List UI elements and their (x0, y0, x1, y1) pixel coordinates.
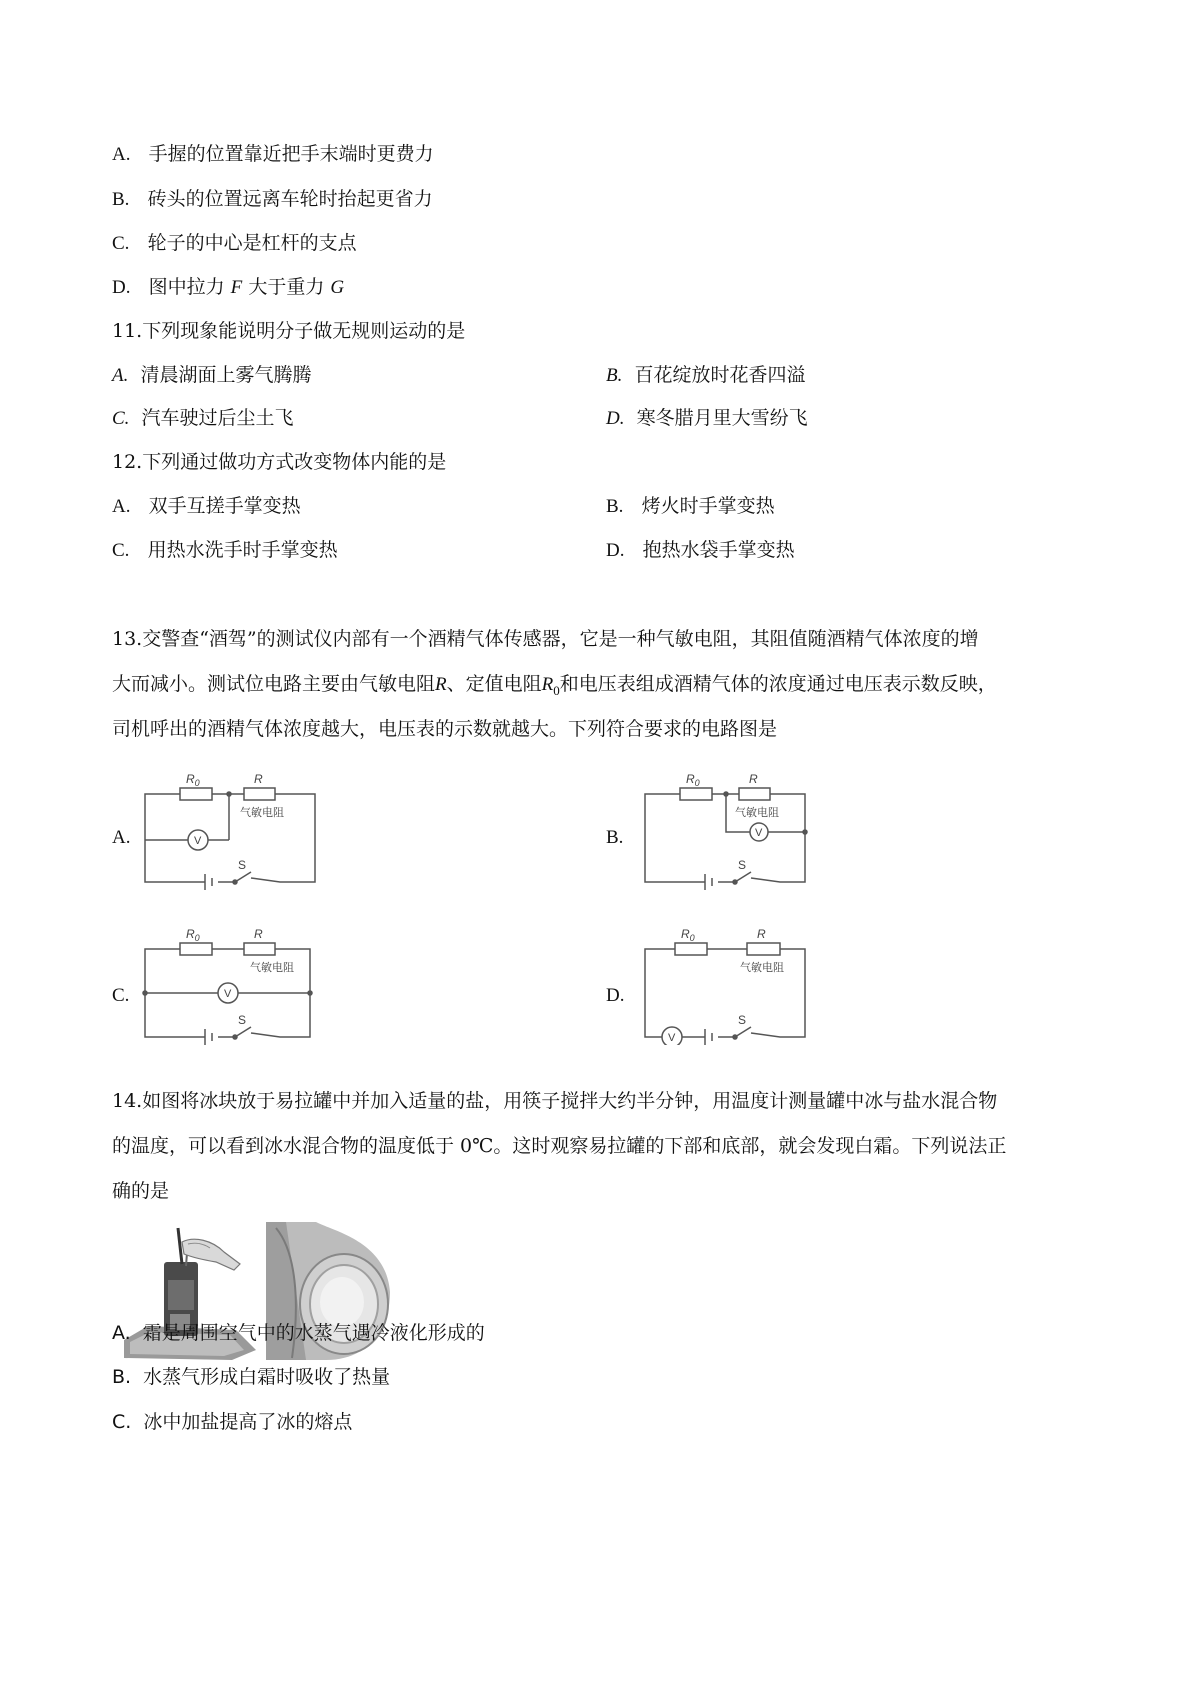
q12-option-a (112, 493, 301, 520)
option-label: B. (606, 365, 623, 386)
switch-label: S (238, 1013, 247, 1027)
option-label: C. (112, 408, 130, 429)
option-label: C. (112, 233, 130, 254)
q10-option-c (112, 230, 357, 257)
voltmeter-label: V (668, 1032, 676, 1044)
option-text: 手握的位置靠近把手末端时更费力 (148, 143, 434, 165)
q14-stem-line2: 的温度，可以看到冰水混合物的温度低于 0℃。这时观察易拉罐的下部和底部，就会发现白霜。下列说法正 (112, 1135, 1007, 1157)
sensor-label: 气敏电阻 (740, 962, 784, 974)
text: 大而减小。测试位电路主要由气敏电阻 (112, 673, 436, 695)
resistor-r (739, 788, 770, 800)
r0-label: $R_0$ (681, 927, 695, 943)
q12-option-c (112, 537, 338, 564)
circuit-b-label: B. (606, 827, 624, 848)
circuit-diagram-b (640, 770, 820, 890)
option-text: 砖头的位置远离车轮时抬起更省力 (147, 188, 433, 210)
q10-option-d (112, 274, 344, 301)
option-label: A. (112, 365, 129, 386)
q11-option-a (112, 362, 311, 389)
junction-dot (724, 792, 728, 796)
option-text: 抱热水袋手掌变热 (642, 539, 795, 561)
switch-blade (235, 872, 251, 882)
r-label: R (749, 772, 758, 786)
resistor-r (244, 943, 275, 955)
option-text: 冰中加盐提高了冰的熔点 (143, 1411, 353, 1433)
option-text: 清晨湖面上雾气腾腾 (140, 364, 312, 386)
resistor-r0 (680, 788, 712, 800)
q11-option-c (112, 405, 294, 432)
r-label: R (254, 927, 263, 941)
option-label: A. (112, 1322, 131, 1344)
option-label: B. (112, 189, 130, 210)
option-label: A. (112, 496, 131, 517)
option-label: A. (112, 144, 131, 165)
sensor-label: 气敏电阻 (735, 807, 779, 819)
switch-blade (235, 1027, 251, 1037)
junction-dot (308, 991, 312, 995)
q14-stem-line1: 14.如图将冰块放于易拉罐中并加入适量的盐，用筷子搅拌大约半分钟，用温度计测量罐中冰与盐水混合物 (112, 1090, 998, 1112)
sensor-label: 气敏电阻 (240, 807, 284, 819)
r0-variable: R (541, 674, 554, 695)
q14-option-b (112, 1364, 390, 1390)
option-label: C. (112, 540, 130, 561)
junction-dot (143, 991, 147, 995)
option-label: B. (112, 1366, 132, 1388)
q12-option-d (606, 537, 795, 564)
q14-option-c (112, 1409, 352, 1435)
q11-option-b (606, 362, 805, 389)
r-label: R (254, 772, 263, 786)
resistor-r0 (180, 943, 212, 955)
resistor-r (244, 788, 275, 800)
option-label: D. (606, 408, 625, 429)
q10-option-a (112, 141, 434, 168)
voltmeter-label: V (194, 835, 202, 847)
q13-stem-line3: 司机呼出的酒精气体浓度越大，电压表的示数就越大。下列符合要求的电路图是 (112, 718, 778, 740)
switch-blade (735, 1027, 751, 1037)
r-label: R (757, 927, 766, 941)
option-text: 烤火时手掌变热 (641, 495, 775, 517)
r0-label: $R_0$ (186, 927, 200, 943)
q14-stem-line3: 确的是 (112, 1180, 170, 1202)
force-f-variable: F (230, 277, 243, 298)
option-text: 双手互搓手掌变热 (148, 495, 301, 517)
option-text: 汽车驶过后尘土飞 (141, 407, 294, 429)
q12-option-b (606, 493, 775, 520)
junction-dot (803, 830, 807, 834)
text: 和电压表组成酒精气体的浓度通过电压表示数反映， (559, 673, 997, 695)
switch-label: S (738, 858, 747, 872)
circuit-diagram-a (140, 770, 320, 890)
r0-subscript: 0 (553, 682, 560, 698)
switch-label: S (738, 1013, 747, 1027)
option-label: D. (112, 277, 131, 298)
q13-stem-line1: 13.交警查“酒驾”的测试仪内部有一个酒精气体传感器，它是一种气敏电阻，其阻值随酒精气体浓度的增 (112, 628, 979, 650)
junction-dot (227, 792, 231, 796)
option-text: 百花绽放时花香四溢 (634, 364, 806, 386)
switch-label: S (238, 858, 247, 872)
voltmeter-label: V (755, 827, 763, 839)
wire (645, 794, 705, 882)
option-text: 寒冬腊月里大雪纷飞 (636, 407, 808, 429)
circuit-a-label: A. (112, 827, 131, 848)
option-label: B. (606, 496, 624, 517)
option-text: 轮子的中心是杠杆的支点 (147, 232, 357, 254)
q13-stem-line2 (112, 671, 997, 704)
r-variable: R (435, 674, 447, 695)
option-text: 霜是周围空气中的水蒸气遇冷液化形成的 (142, 1322, 485, 1344)
text: 、定值电阻 (446, 673, 542, 695)
resistor-r (747, 943, 780, 955)
wire (645, 949, 675, 1037)
option-label: D. (606, 540, 625, 561)
q12-stem: 12.下列通过做功方式改变物体内能的是 (112, 451, 447, 473)
circuit-d-label: D. (606, 985, 625, 1006)
voltmeter-label: V (224, 988, 232, 1000)
option-text: 图中拉力 (148, 276, 225, 298)
r0-label: $R_0$ (186, 772, 200, 788)
q11-stem: 11.下列现象能说明分子做无规则运动的是 (112, 320, 466, 342)
switch-blade (735, 872, 751, 882)
option-text: 水蒸气形成白霜时吸收了热量 (143, 1366, 391, 1388)
option-text: 用热水洗手时手掌变热 (147, 539, 338, 561)
option-label: C. (112, 1411, 132, 1433)
r0-label: $R_0$ (686, 772, 700, 788)
circuit-diagram-d (640, 925, 820, 1045)
q10-option-b (112, 186, 433, 213)
q14-option-a (112, 1320, 485, 1346)
q11-option-d (606, 405, 808, 432)
resistor-r0 (180, 788, 212, 800)
resistor-r0 (675, 943, 707, 955)
circuit-diagram-c (140, 925, 320, 1045)
sensor-label: 气敏电阻 (250, 962, 294, 974)
circuit-c-label: C. (112, 985, 130, 1006)
gravity-g-variable: G (330, 277, 345, 298)
option-text: 大于重力 (248, 276, 325, 298)
